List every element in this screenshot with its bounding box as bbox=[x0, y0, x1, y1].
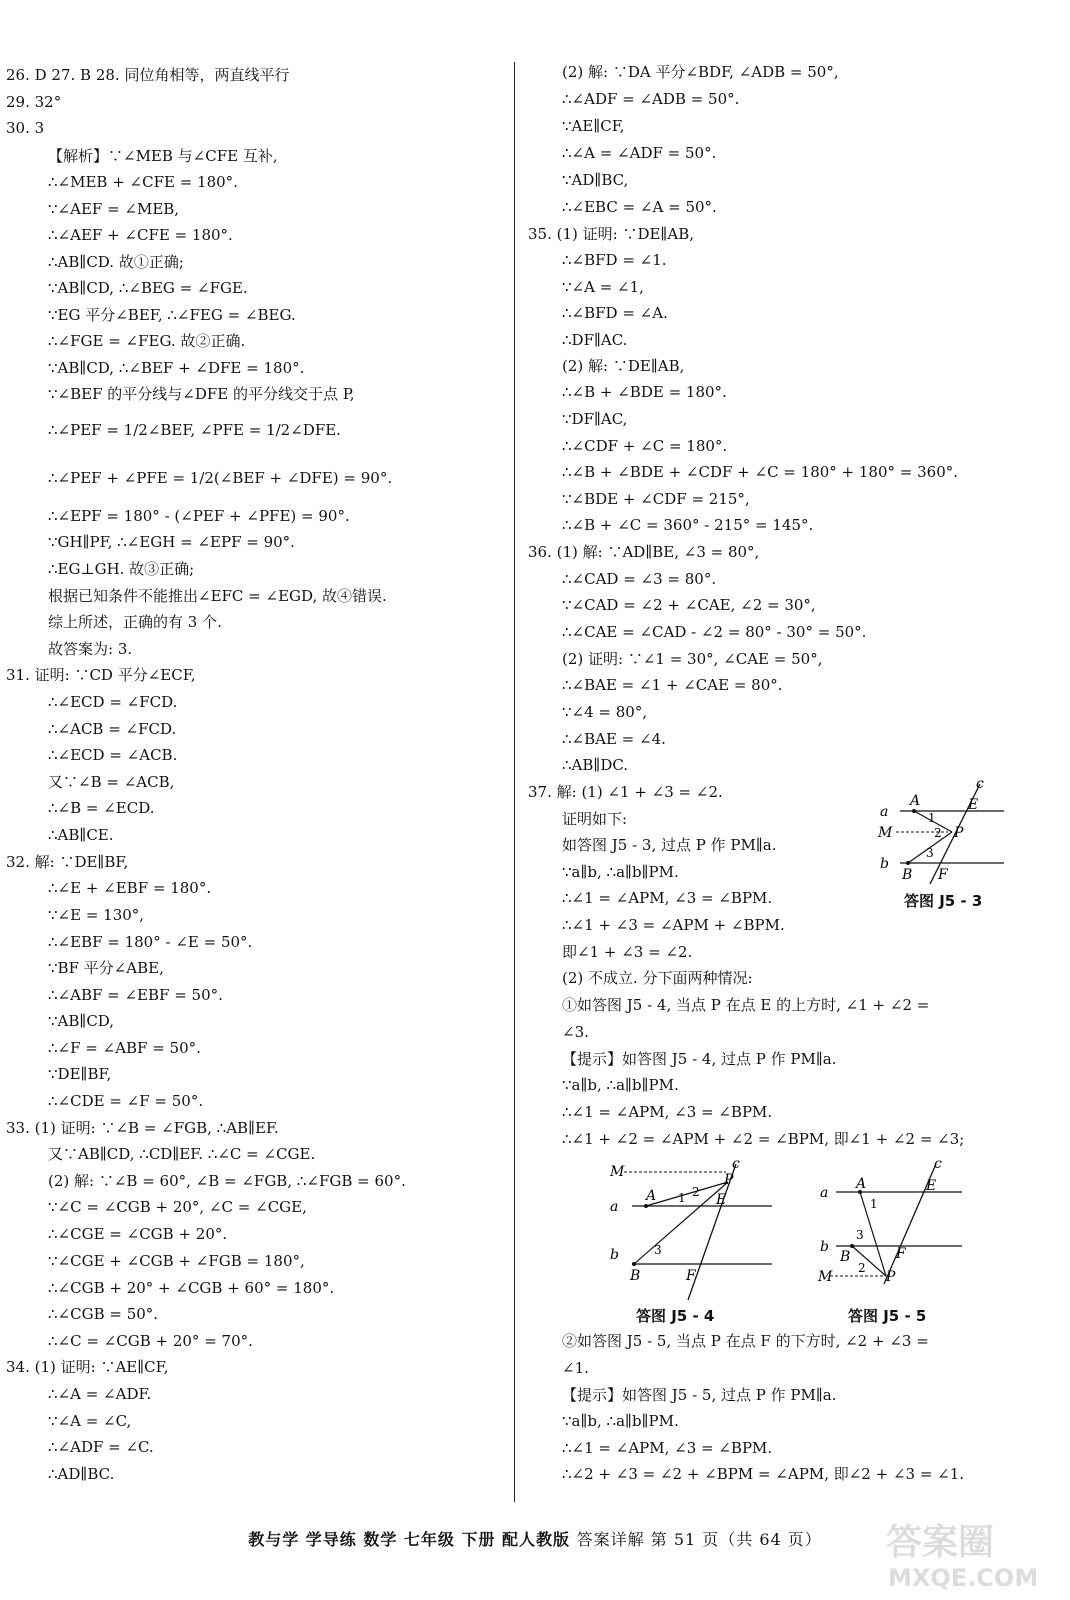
left-column-line: ∴∠CGB = 50°. bbox=[48, 1305, 159, 1323]
left-column-line: 【解析】∵∠MEB 与∠CFE 互补, bbox=[48, 147, 278, 165]
svg-text:P: P bbox=[724, 1172, 734, 1188]
svg-text:a: a bbox=[610, 1199, 619, 1215]
left-column-line: ∴∠AEF + ∠CFE = 180°. bbox=[48, 226, 233, 244]
figure-j5-5-caption: 答图 J5 - 5 bbox=[848, 1307, 927, 1325]
right-column-line: (2) 解: ∵DE∥AB, bbox=[562, 357, 685, 375]
right-column-line: (2) 不成立. 分下面两种情况: bbox=[562, 969, 753, 987]
svg-text:MXQE.COM: MXQE.COM bbox=[888, 1564, 1039, 1592]
left-column-line: ∵EG 平分∠BEF, ∴∠FEG = ∠BEG. bbox=[48, 306, 296, 324]
svg-text:c: c bbox=[732, 1160, 740, 1172]
right-column-line: ∴∠B + ∠BDE = 180°. bbox=[562, 383, 727, 401]
left-column-line: ∵∠AEF = ∠MEB, bbox=[48, 200, 180, 218]
svg-text:3: 3 bbox=[926, 846, 934, 860]
left-column-line: 31. 证明: ∵CD 平分∠ECF, bbox=[6, 666, 196, 684]
left-column-line: ∴∠MEB + ∠CFE = 180°. bbox=[48, 173, 238, 191]
right-column-line: ∴∠B + ∠C = 360° - 215° = 145°. bbox=[562, 516, 814, 534]
svg-text:2: 2 bbox=[858, 1261, 866, 1275]
right-column-line: ∴∠CAE = ∠CAD - ∠2 = 80° - 30° = 50°. bbox=[562, 623, 867, 641]
left-column-line: ∵AB∥CD, bbox=[48, 1012, 115, 1030]
right-column-line: ∴∠BFD = ∠A. bbox=[562, 304, 668, 322]
svg-text:B: B bbox=[840, 1249, 851, 1265]
svg-text:B: B bbox=[902, 867, 913, 883]
right-column-line: ∴∠A = ∠ADF = 50°. bbox=[562, 144, 717, 162]
left-column-line: 34. (1) 证明: ∵AE∥CF, bbox=[6, 1358, 169, 1376]
left-column-line: ∵AB∥CD, ∴∠BEF + ∠DFE = 180°. bbox=[48, 359, 305, 377]
left-column-line: ∵∠BEF 的平分线与∠DFE 的平分线交于点 P, bbox=[48, 385, 355, 403]
svg-text:A: A bbox=[856, 1176, 867, 1192]
right-column-line: ∵∠A = ∠1, bbox=[562, 278, 644, 296]
right-column-line: ∴∠1 = ∠APM, ∠3 = ∠BPM. bbox=[562, 1103, 773, 1121]
left-column-line: ∴∠PEF + ∠PFE = 1/2(∠BEF + ∠DFE) = 90°. bbox=[48, 469, 393, 487]
left-column-line: ∴EG⊥GH. 故③正确; bbox=[48, 560, 195, 578]
left-column-line: 33. (1) 证明: ∵∠B = ∠FGB, ∴AB∥EF. bbox=[6, 1119, 279, 1137]
right-column-line: 证明如下: bbox=[562, 810, 628, 828]
svg-text:M: M bbox=[818, 1269, 833, 1285]
right-column-line: ①如答图 J5 - 4, 当点 P 在点 E 的上方时, ∠1 + ∠2 = bbox=[562, 996, 930, 1014]
right-column-line: ∴∠2 + ∠3 = ∠2 + ∠BPM = ∠APM, 即∠2 + ∠3 = ∠1. bbox=[562, 1465, 965, 1483]
svg-text:F: F bbox=[896, 1246, 906, 1262]
svg-text:1: 1 bbox=[928, 811, 936, 825]
svg-text:b: b bbox=[610, 1247, 619, 1263]
right-column-line: ∵a∥b, ∴a∥b∥PM. bbox=[562, 863, 679, 881]
footer-page-number: 答案详解 第 51 页（共 64 页） bbox=[576, 1530, 822, 1549]
right-column-line: ∴∠BAE = ∠1 + ∠CAE = 80°. bbox=[562, 676, 783, 694]
svg-text:1: 1 bbox=[870, 1197, 878, 1211]
right-column-line: ∵AE∥CF, bbox=[562, 117, 625, 135]
svg-text:M: M bbox=[610, 1164, 625, 1180]
right-column-line: (2) 证明: ∵∠1 = 30°, ∠CAE = 50°, bbox=[562, 650, 823, 668]
right-column-line: 如答图 J5 - 3, 过点 P 作 PM∥a. bbox=[562, 836, 777, 854]
left-column-line: 又∵AB∥CD, ∴CD∥EF. ∴∠C = ∠CGE. bbox=[48, 1145, 316, 1163]
svg-text:2: 2 bbox=[934, 826, 942, 840]
figure-j5-4-caption: 答图 J5 - 4 bbox=[636, 1307, 715, 1325]
svg-text:B: B bbox=[630, 1268, 641, 1284]
left-column-line: ∵∠C = ∠CGB + 20°, ∠C = ∠CGE, bbox=[48, 1198, 307, 1216]
left-column-line: ∴AB∥CE. bbox=[48, 826, 114, 844]
svg-text:3: 3 bbox=[654, 1243, 662, 1257]
svg-text:c: c bbox=[976, 778, 984, 792]
left-column-line: ∴AD∥BC. bbox=[48, 1465, 115, 1483]
right-column-line: ∴∠EBC = ∠A = 50°. bbox=[562, 198, 717, 216]
svg-text:P: P bbox=[886, 1269, 896, 1285]
right-column-line: ∴∠ADF = ∠ADB = 50°. bbox=[562, 90, 740, 108]
right-column-line: 即∠1 + ∠3 = ∠2. bbox=[562, 943, 693, 961]
svg-text:F: F bbox=[686, 1268, 696, 1284]
right-column-line: ∴∠B + ∠BDE + ∠CDF + ∠C = 180° + 180° = 360°. bbox=[562, 463, 959, 481]
right-column-line: (2) 解: ∵DA 平分∠BDF, ∠ADB = 50°, bbox=[562, 63, 839, 81]
left-column-line: 根据已知条件不能推出∠EFC = ∠EGD, 故④错误. bbox=[48, 587, 387, 605]
right-column-line: ∠1. bbox=[562, 1359, 589, 1377]
left-column-line: ∴∠C = ∠CGB + 20° = 70°. bbox=[48, 1332, 253, 1350]
svg-text:E: E bbox=[926, 1178, 937, 1194]
left-column-line: ∴AB∥CD. 故①正确; bbox=[48, 253, 184, 271]
left-column-line: ∴∠CDE = ∠F = 50°. bbox=[48, 1092, 204, 1110]
left-column-line: ∴∠F = ∠ABF = 50°. bbox=[48, 1039, 201, 1057]
right-column-line: 36. (1) 解: ∵AD∥BE, ∠3 = 80°, bbox=[528, 543, 760, 561]
left-column-line: ∴∠CGB + 20° + ∠CGB + 60° = 180°. bbox=[48, 1279, 335, 1297]
left-column-line: 29. 32° bbox=[6, 93, 62, 111]
right-column-line: 35. (1) 证明: ∵DE∥AB, bbox=[528, 225, 694, 243]
svg-text:3: 3 bbox=[856, 1228, 864, 1242]
figure-j5-3 bbox=[872, 778, 1012, 884]
svg-text:E: E bbox=[716, 1192, 727, 1208]
left-column-line: ∵DE∥BF, bbox=[48, 1065, 112, 1083]
svg-text:2: 2 bbox=[692, 1185, 700, 1199]
svg-text:1: 1 bbox=[678, 1191, 686, 1205]
right-column-line: 【提示】如答图 J5 - 5, 过点 P 作 PM∥a. bbox=[562, 1386, 837, 1404]
left-column-line: 故答案为: 3. bbox=[48, 640, 133, 658]
left-column-line: ∴∠ACB = ∠FCD. bbox=[48, 720, 177, 738]
svg-text:b: b bbox=[820, 1239, 829, 1255]
left-column-line: 32. 解: ∵DE∥BF, bbox=[6, 853, 129, 871]
left-column-line: ∴∠EPF = 180° - (∠PEF + ∠PFE) = 90°. bbox=[48, 507, 350, 525]
figure-j5-4 bbox=[604, 1160, 774, 1300]
left-column-line: 26. D 27. B 28. 同位角相等，两直线平行 bbox=[6, 66, 290, 84]
right-column-line: ∵∠BDE + ∠CDF = 215°, bbox=[562, 490, 750, 508]
left-column-line: ∴∠ADF = ∠C. bbox=[48, 1438, 154, 1456]
right-column-line: ②如答图 J5 - 5, 当点 P 在点 F 的下方时, ∠2 + ∠3 = bbox=[562, 1332, 929, 1350]
svg-text:M: M bbox=[878, 825, 893, 841]
left-column-line: ∴∠ECD = ∠ACB. bbox=[48, 746, 178, 764]
left-column-line: ∵AB∥CD, ∴∠BEG = ∠FGE. bbox=[48, 279, 248, 297]
right-column-line: ∴∠1 = ∠APM, ∠3 = ∠BPM. bbox=[562, 1439, 773, 1457]
right-column-line: ∵∠CAD = ∠2 + ∠CAE, ∠2 = 30°, bbox=[562, 596, 816, 614]
figure-j5-5 bbox=[816, 1160, 976, 1300]
left-column-line: ∴∠E + ∠EBF = 180°. bbox=[48, 879, 212, 897]
svg-text:c: c bbox=[934, 1160, 942, 1172]
left-column-line: 综上所述，正确的有 3 个. bbox=[48, 613, 222, 631]
right-column-line: 37. 解: (1) ∠1 + ∠3 = ∠2. bbox=[528, 783, 723, 801]
svg-text:F: F bbox=[938, 867, 948, 883]
left-column-line: ∴∠FGE = ∠FEG. 故②正确. bbox=[48, 332, 246, 350]
right-column-line: ∴AB∥DC. bbox=[562, 756, 629, 774]
right-column-line: ∵AD∥BC, bbox=[562, 171, 629, 189]
svg-text:A: A bbox=[646, 1188, 657, 1204]
left-column-line: (2) 解: ∵∠B = 60°, ∠B = ∠FGB, ∴∠FGB = 60°. bbox=[48, 1172, 406, 1190]
svg-text:P: P bbox=[954, 825, 964, 841]
left-column-line: ∴∠CGE = ∠CGB + 20°. bbox=[48, 1225, 228, 1243]
right-column-line: ∴∠1 + ∠2 = ∠APM + ∠2 = ∠BPM, 即∠1 + ∠2 = ∠3; bbox=[562, 1130, 965, 1148]
left-column-line: ∵GH∥PF, ∴∠EGH = ∠EPF = 90°. bbox=[48, 533, 295, 551]
left-column-line: ∴∠ECD = ∠FCD. bbox=[48, 693, 178, 711]
right-column-line: ∵a∥b, ∴a∥b∥PM. bbox=[562, 1076, 679, 1094]
left-column-line: ∴∠EBF = 180° - ∠E = 50°. bbox=[48, 933, 253, 951]
left-column-line: ∴∠PEF = 1/2∠BEF, ∠PFE = 1/2∠DFE. bbox=[48, 421, 341, 439]
left-column-line: ∵∠E = 130°, bbox=[48, 906, 145, 924]
right-column-line: ∠3. bbox=[562, 1023, 589, 1041]
svg-text:a: a bbox=[820, 1185, 829, 1201]
right-column-line: ∴∠CDF + ∠C = 180°. bbox=[562, 437, 728, 455]
left-column-line: 又∵∠B = ∠ACB, bbox=[48, 773, 175, 791]
right-column-line: ∵DF∥AC, bbox=[562, 410, 628, 428]
right-column-line: ∴∠BFD = ∠1. bbox=[562, 251, 667, 269]
right-column-line: 【提示】如答图 J5 - 4, 过点 P 作 PM∥a. bbox=[562, 1050, 837, 1068]
watermark bbox=[876, 1514, 1056, 1594]
figure-j5-3-caption: 答图 J5 - 3 bbox=[904, 892, 983, 910]
footer-title: 教与学 学导练 数学 七年级 下册 配人教版 bbox=[248, 1530, 571, 1549]
right-column-line: ∴DF∥AC. bbox=[562, 331, 628, 349]
right-column-line: ∵∠4 = 80°, bbox=[562, 703, 648, 721]
svg-text:答案圈: 答案圈 bbox=[886, 1522, 995, 1563]
left-column-line: 30. 3 bbox=[6, 119, 45, 137]
right-column-line: ∴∠1 + ∠3 = ∠APM + ∠BPM. bbox=[562, 916, 785, 934]
left-column-line: ∴∠ABF = ∠EBF = 50°. bbox=[48, 986, 223, 1004]
column-divider bbox=[514, 62, 515, 1502]
svg-text:a: a bbox=[880, 804, 889, 820]
svg-text:b: b bbox=[880, 856, 889, 872]
left-column-line: ∴∠A = ∠ADF. bbox=[48, 1385, 152, 1403]
svg-text:E: E bbox=[968, 797, 979, 813]
right-column-line: ∵a∥b, ∴a∥b∥PM. bbox=[562, 1412, 679, 1430]
svg-text:A: A bbox=[910, 793, 921, 809]
left-column-line: ∵BF 平分∠ABE, bbox=[48, 959, 164, 977]
right-column-line: ∴∠1 = ∠APM, ∠3 = ∠BPM. bbox=[562, 889, 773, 907]
left-column-line: ∵∠A = ∠C, bbox=[48, 1412, 132, 1430]
left-column-line: ∵∠CGE + ∠CGB + ∠FGB = 180°, bbox=[48, 1252, 305, 1270]
left-column-line: ∴∠B = ∠ECD. bbox=[48, 799, 155, 817]
right-column-line: ∴∠CAD = ∠3 = 80°. bbox=[562, 570, 717, 588]
right-column-line: ∴∠BAE = ∠4. bbox=[562, 730, 666, 748]
